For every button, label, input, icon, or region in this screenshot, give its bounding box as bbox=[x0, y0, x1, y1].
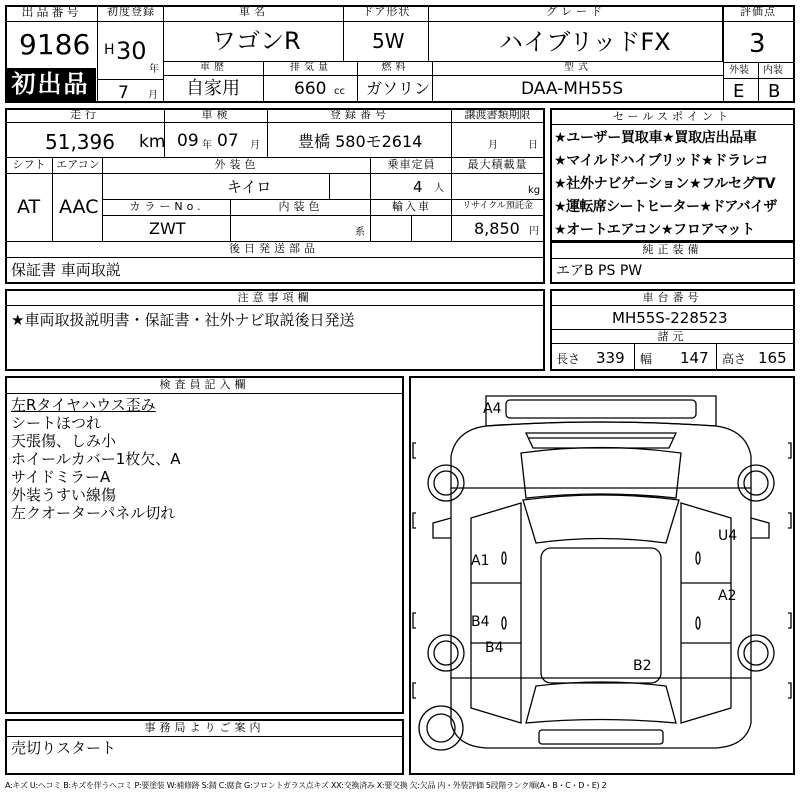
width-label: 幅 bbox=[640, 352, 653, 366]
capacity-cell bbox=[371, 158, 452, 200]
displacement-header: 排気量 bbox=[264, 62, 358, 76]
notes-header: 注意事項欄 bbox=[7, 291, 543, 306]
first-reg-month: 7 bbox=[118, 83, 129, 103]
mileage-unit: km bbox=[139, 132, 166, 152]
shift-value: AT bbox=[17, 196, 41, 218]
width-value: 147 bbox=[680, 349, 709, 367]
displacement-unit: cc bbox=[334, 86, 345, 97]
door-cell bbox=[344, 5, 429, 62]
recycle-unit: 円 bbox=[529, 226, 539, 237]
import-header: 輸入車 bbox=[371, 200, 452, 216]
standard-equipment-value: エアB PS PW bbox=[556, 263, 643, 279]
transfer-deadline-header: 譲渡書類期限 bbox=[452, 108, 543, 123]
inspector-header: 検査員記入欄 bbox=[7, 378, 402, 394]
import-cell bbox=[371, 200, 452, 242]
standard-equipment-block bbox=[550, 242, 795, 284]
first-reg-month-unit: 月 bbox=[148, 90, 158, 101]
grade-cell bbox=[429, 5, 723, 62]
car-outline bbox=[411, 378, 793, 773]
rating-header: 評価点 bbox=[723, 5, 793, 22]
height-value: 165 bbox=[758, 349, 787, 367]
first-listing-badge bbox=[5, 68, 96, 101]
inspection-header: 車検 bbox=[165, 108, 268, 123]
first-listing-label: 初出品 bbox=[11, 70, 90, 98]
followup-parts-header: 後日発送部品 bbox=[5, 242, 543, 258]
rating-ext-value: E bbox=[733, 81, 745, 102]
grade-value: ハイブリッドFX bbox=[499, 28, 671, 56]
displacement-cell bbox=[264, 62, 358, 103]
color-no-value: ZWT bbox=[149, 219, 186, 238]
exterior-color-cell bbox=[103, 158, 371, 200]
recycle-header: リサイクル預託金 bbox=[452, 200, 543, 216]
damage-mark-b2: B2 bbox=[633, 658, 652, 674]
sales-point-line: ★オートエアコン★フロアマット bbox=[554, 222, 755, 238]
sales-point-line: ★運転席シートヒーター★ドアバイザ bbox=[554, 199, 777, 215]
fuel-value: ガソリン bbox=[366, 79, 431, 98]
history-cell bbox=[164, 62, 264, 103]
notes-block bbox=[5, 289, 545, 371]
capacity-value: 4 bbox=[413, 178, 423, 196]
shift-header: シフト bbox=[5, 158, 53, 174]
inspection-year: 09 bbox=[177, 131, 199, 151]
damage-mark-u4: U4 bbox=[718, 528, 738, 544]
office-notice-block bbox=[5, 719, 404, 775]
lot-header: 出品番号 bbox=[5, 5, 98, 22]
registration-value: 豊橋 580モ2614 bbox=[298, 132, 423, 151]
inspection-cell bbox=[165, 108, 268, 158]
interior-color-cell bbox=[231, 200, 371, 242]
aircon-header: エアコン bbox=[53, 158, 103, 174]
sales-point-line: ★マイルドハイブリッド★ドラレコ bbox=[554, 153, 769, 169]
color-no-header: カラーNo. bbox=[103, 200, 231, 216]
mileage-header: 走行 bbox=[5, 108, 165, 123]
max-load-header: 最大積載量 bbox=[452, 158, 543, 174]
first-reg-cell bbox=[98, 5, 164, 103]
inspector-line: ホイールカバー1枚欠、A bbox=[11, 450, 181, 468]
sales-point-line: ★社外ナビゲーション★フルセグTV bbox=[554, 176, 776, 192]
inspector-line: シートほつれ bbox=[11, 414, 102, 432]
inspector-line: 左Rタイヤハウス歪み bbox=[11, 396, 156, 414]
car-name-cell bbox=[164, 5, 344, 62]
transfer-deadline-day-unit: 日 bbox=[528, 140, 538, 151]
damage-mark-b4: B4 bbox=[485, 640, 504, 656]
chassis-value: MH55S-228523 bbox=[612, 309, 728, 327]
height-label: 高さ bbox=[722, 352, 747, 366]
model-code-value: DAA-MH55S bbox=[521, 79, 624, 99]
capacity-header: 乗車定員 bbox=[371, 158, 452, 174]
recycle-value: 8,850 bbox=[474, 219, 520, 238]
displacement-value: 660 bbox=[294, 79, 327, 99]
rating-cell bbox=[723, 5, 795, 103]
aircon-cell bbox=[53, 158, 103, 242]
history-header: 車歴 bbox=[164, 62, 264, 76]
interior-color-header: 内装色 bbox=[231, 200, 371, 216]
length-value: 339 bbox=[596, 349, 625, 367]
transfer-deadline-month-unit: 月 bbox=[488, 140, 498, 151]
chassis-header: 車台番号 bbox=[552, 291, 793, 306]
interior-color-unit: 系 bbox=[355, 227, 365, 238]
history-value: 自家用 bbox=[186, 78, 240, 99]
sales-points-block bbox=[550, 108, 795, 242]
dimensions-header: 諸元 bbox=[552, 329, 793, 344]
damage-mark-a4: A4 bbox=[483, 401, 502, 417]
chassis-block bbox=[550, 289, 795, 371]
first-reg-era: H bbox=[104, 42, 115, 58]
rating-ext-header: 外装 bbox=[729, 65, 749, 76]
inspector-line: サイドミラーA bbox=[11, 468, 111, 486]
first-reg-header: 初度登録 bbox=[98, 5, 164, 22]
transfer-deadline-cell bbox=[452, 108, 545, 158]
notes-value: ★車両取扱説明書・保証書・社外ナビ取説後日発送 bbox=[11, 311, 355, 329]
exterior-color-header: 外装色 bbox=[103, 158, 371, 174]
lot-cell bbox=[5, 5, 98, 103]
rating-int-header: 内装 bbox=[763, 65, 783, 76]
sales-point-line: ★ユーザー買取車★買取店出品車 bbox=[554, 130, 757, 146]
inspection-month-unit: 月 bbox=[250, 140, 260, 151]
lot-number: 9186 bbox=[19, 28, 91, 61]
first-reg-year-unit: 年 bbox=[149, 64, 159, 75]
rating-value: 3 bbox=[749, 29, 766, 59]
max-load-cell bbox=[452, 158, 545, 200]
inspector-line: 左クオーターパネル切れ bbox=[11, 504, 176, 522]
inspection-month: 07 bbox=[217, 131, 239, 151]
registration-header: 登録番号 bbox=[268, 108, 452, 123]
capacity-unit: 人 bbox=[434, 183, 444, 194]
car-name-header: 車名 bbox=[164, 5, 344, 22]
fuel-header: 燃料 bbox=[358, 62, 433, 76]
inspector-line: 外装うすい線傷 bbox=[11, 486, 117, 504]
standard-equipment-header: 純正装備 bbox=[552, 243, 793, 259]
damage-mark-a1: A1 bbox=[471, 553, 490, 569]
mileage-cell bbox=[5, 108, 165, 158]
mileage-value: 51,396 bbox=[45, 130, 115, 154]
inspector-line: 天張傷、しみ小 bbox=[11, 432, 117, 450]
door-header: ドア形状 bbox=[344, 5, 429, 22]
legend-text: A:キズ U:ヘコミ B:キズを伴うヘコミ P:要塗装 W:補修跡 S:錆 C:腐食 G:フロントガラス点キズ XX:交換済み X:要交換 欠:欠品 内・外装評価 5段階ランク順(A・B・C・D・E) 2 bbox=[5, 781, 607, 790]
sales-points-header: セールスポイント bbox=[552, 110, 793, 125]
damage-mark-b4: B4 bbox=[471, 614, 490, 630]
max-load-unit: kg bbox=[528, 185, 541, 196]
inspection-year-unit: 年 bbox=[202, 140, 212, 151]
model-code-cell bbox=[433, 62, 723, 103]
shift-cell bbox=[5, 158, 53, 242]
office-notice-value: 売切りスタート bbox=[11, 739, 117, 757]
registration-cell bbox=[268, 108, 452, 158]
aircon-value: AAC bbox=[59, 196, 99, 218]
first-reg-year: 30 bbox=[116, 37, 147, 65]
car-damage-diagram bbox=[409, 376, 795, 775]
exterior-color-value: キイロ bbox=[227, 178, 272, 196]
recycle-cell bbox=[452, 200, 545, 242]
car-name-value: ワゴンR bbox=[212, 27, 301, 55]
fuel-cell bbox=[358, 62, 433, 103]
grade-header: グレード bbox=[429, 5, 723, 22]
length-label: 長さ bbox=[556, 352, 581, 366]
inspector-block bbox=[5, 376, 404, 714]
followup-parts-value: 保証書 車両取説 bbox=[11, 261, 121, 279]
model-code-header: 型式 bbox=[433, 62, 723, 76]
office-notice-header: 事務局よりご案内 bbox=[7, 721, 402, 737]
rating-int-value: B bbox=[768, 81, 781, 102]
followup-parts-cell bbox=[5, 242, 545, 284]
damage-mark-a2: A2 bbox=[718, 588, 737, 604]
color-no-cell bbox=[103, 200, 231, 242]
door-value: 5W bbox=[372, 29, 405, 53]
